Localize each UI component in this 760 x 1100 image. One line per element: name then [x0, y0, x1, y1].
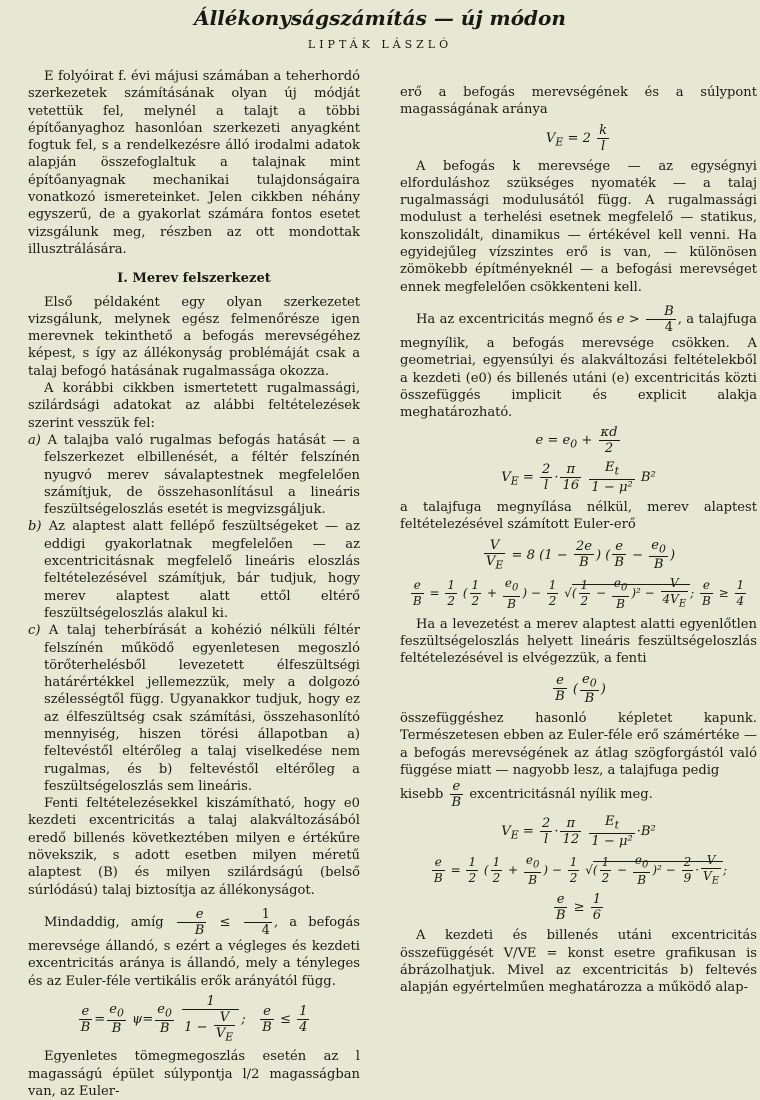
paragraph: A befogás k merevsége — az egységnyi elforduláshoz szükséges nyomaték — a talaj rugalmassági modulusától függ. A rugalmassági modulust a terhelési esetnek megfelelő — statikus, konszolidált, dinamikus — értékével kell venni. Ha egyidejűleg vízszintes erő is van, — különösen zömökebb építményeknél — a befogási merevséget ennek megfelelően csökkenteni kell.	[400, 158, 757, 295]
list-item: c) A talaj teherbírását a kohézió nélküli féltér felszínén működő egyenletesen megoszló törőterhelésből levezetett élfeszültségi határértékkel jellemezzük, mely a dolgozó szélességtől függ. Ugyanakkor tudjuk, hogy ez az élfeszültség csak számítási, összehasonlító mennyiség, hiszen törési állapotban a) feltevéstől eltérőleg a talaj viselkedése nem rugalmas, és b) feltevéstől eltérőleg a feszültségeloszlás sem lineáris.	[28, 623, 360, 794]
equation-eccentricity: $e = e_0$ + $\frac{\kappa d}{2}$	[535, 425, 618, 457]
equation-explicit: $\frac{e}{B}$ = $\frac{1}{2}$ ( $\frac{1}{2}$ + $\frac{e_0}{B}$ ) − $\frac{1}{2}$ √( $\frac{1}{2}$ − $\frac{e_0}{B}$ )² − $\frac{V}{4V_E}$ ; $\frac{e}{B}$ ≥ $\frac{1}{4}$	[412, 576, 745, 611]
equation-euler-linear: $V_E$ = $\frac{2}{l}$ · $\frac{\pi}{12}$ $\frac{E_t}{\text{1 − μ²}}$ ·B²	[501, 814, 656, 849]
section-heading: I. Merev felszerkezet	[117, 271, 271, 287]
formula-fraction: $\frac{e}{B}$	[177, 907, 207, 938]
paragraph: A korábbi cikkben ismertetett rugalmassági, szilárdsági adatokat az alábbi feltételezések szerint vesszük fel:	[28, 381, 360, 431]
author-name: LIPTÁK LÁSZLÓ	[307, 38, 453, 51]
paragraph: Egyenletes tömegmegoszlás esetén az l magasságú épület súlypontja l/2 magasságban van, az Euler-	[28, 1049, 360, 1100]
paragraph: Ha a levezetést a merev alaptest alatti egyenlőtlen feszültségeloszlás helyett lineáris feszültségeloszlás feltételezésével is elvégezzük, a fenti	[400, 616, 757, 667]
paragraph: Fenti feltételezésekkel kiszámítható, hogy e0 kezdeti excentricitás a talaj alakváltozásából eredő billenés következtében milyen e értékűre növekszik, s adott esetben milyen méretű alaptest (B) és milyen szilárdságú (belső súrlódású) talaj biztosítja az állékonyságot.	[28, 796, 360, 898]
paragraph: összefüggéshez hasonló képletet kapunk. Természetesen ebben az Euler-féle erő számértéke — a befogás merevségének az átlag szögforgástól való függése miatt — nagyobb lesz, a talajfuga pedig	[400, 711, 757, 779]
left-column	[0, 68, 373, 1100]
right-column	[393, 84, 760, 1072]
equation-euler-force: $V_E$ = $\frac{2}{l}$ · $\frac{\pi}{16}$ $\frac{E_t}{\text{1 − μ²}}$ B²	[501, 460, 656, 496]
equation-ratio: $\frac{V}{V_E}$ = 8 (1 − $\frac{2e}{B}$ ) ( $\frac{e}{B}$ − $\frac{e_0}{B}$ )	[485, 537, 676, 573]
formula-fraction: $\frac{1}{4}$	[244, 907, 272, 938]
paragraph: erő a befogás merevségének és a súlypont magasságának aránya	[400, 85, 757, 118]
paragraph: Első példaként egy olyan szerkezetet vizsgálunk, melynek egész felmenőrésze igen merevnek tekinthető a befogás merevségéhez képest, s így az állékonyság problémáját csak a talaj befogó hatásának rugalmassága okozza.	[28, 294, 360, 379]
equation-euler: $V_E = 2$ $\frac{k}{l}$	[545, 122, 608, 154]
list-item: a) A talajba való rugalmas befogás hatását — a felszerkezet elbillenését, a féltér felszínén nyugvó merev sávalaptestnek megfelelően számítjuk, de összehasonlításul a lineáris feszültségeloszlás esetét is megvizsgáljuk.	[28, 432, 361, 518]
equation-function: $\frac{e}{B}$ ( $\frac{e_0}{B}$ )	[555, 671, 606, 707]
paragraph: A kezdeti és billenés utáni excentricitás összefüggését V/VE = konst esetre grafikusan is ábrázolhatjuk. Mivel az excentricitás b) feltevés alapján egyértelműen meghatározza a működő alap-	[400, 928, 757, 996]
equation-psi: $\frac{e}{B}$ = $\frac{e_0}{B}$ ψ= $\frac{e_0}{B}$ 1 1 − $\frac{V}{V_E}$ ; $\frac{e}{B}$ ≤ $\frac{1}{4}$	[80, 993, 308, 1044]
paragraph: Mindaddig, amíg $\frac{e}{B}$ ≤ $\frac{1}{4}$ , a befogás merevsége állandó, s ezért a végleges és kezdeti excentricitás aránya is állandó, mely a tényleges és az Euler-féle vertikális erők arányától függ.	[28, 906, 361, 989]
intro-paragraph: E folyóirat f. évi májusi számában a teherhordó szerkezetek számításának olyan új módját vetettük fel, melynél a talajt a többi építőanyaghoz hasonlóan szerkezeti anyagként fogtuk fel, s a rendelkezésre álló irodalmi adatok alapján összefoglaltuk a talajnak mint építőanyagnak mechanikai tulajdonságaira vonatkozó ismereteinket. Jelen cikkben néhány egyszerű, de a gyakorlat számára fontos esetet vizsgálunk meg, részben az ott mondottak illusztrálására.	[28, 69, 360, 257]
paragraph: a talajfuga megnyílása nélkül, merev alaptest feltételezésével számított Euler-erő	[400, 500, 757, 533]
article-title: Állékonyságszámítás — új módon	[194, 6, 566, 30]
list-item: b) Az alaptest alatt fellépő feszültségeket — az eddigi gyakorlatnak megfelelően — az excentricitásnak megfelelő lineáris eloszlás feltételezésével számítjuk, bár tudjuk, hogy merev alaptest alatt ettől eltérő feszültségeloszlás alakul ki.	[28, 519, 361, 621]
equation-explicit-linear: $\frac{e}{B}$ = $\frac{1}{2}$ ( $\frac{1}{2}$ + $\frac{e_0}{B}$ ) − $\frac{1}{2}$ √( $\frac{1}{2}$ − $\frac{e_0}{B}$ )² − $\frac{2}{9}$ · $\frac{V}{V_E}$ ;	[433, 852, 728, 888]
equation-condition: $\frac{e}{B}$ ≥ $\frac{1}{6}$	[555, 892, 602, 924]
paragraph: kisebb $\frac{e}{B}$ excentricitásnál nyílik meg.	[400, 779, 653, 811]
paragraph: Ha az excentricitás megnő és e > $\frac{B}{4}$ , a talajfuga megnyílik, a befogás merevsége csökken. A geometriai, egyensúlyi és alakváltozási feltételekből a kezdeti (e0) és billenés utáni (e) excentricitás közti összefüggés implicit és explicit alakja meghatározható.	[400, 303, 757, 421]
